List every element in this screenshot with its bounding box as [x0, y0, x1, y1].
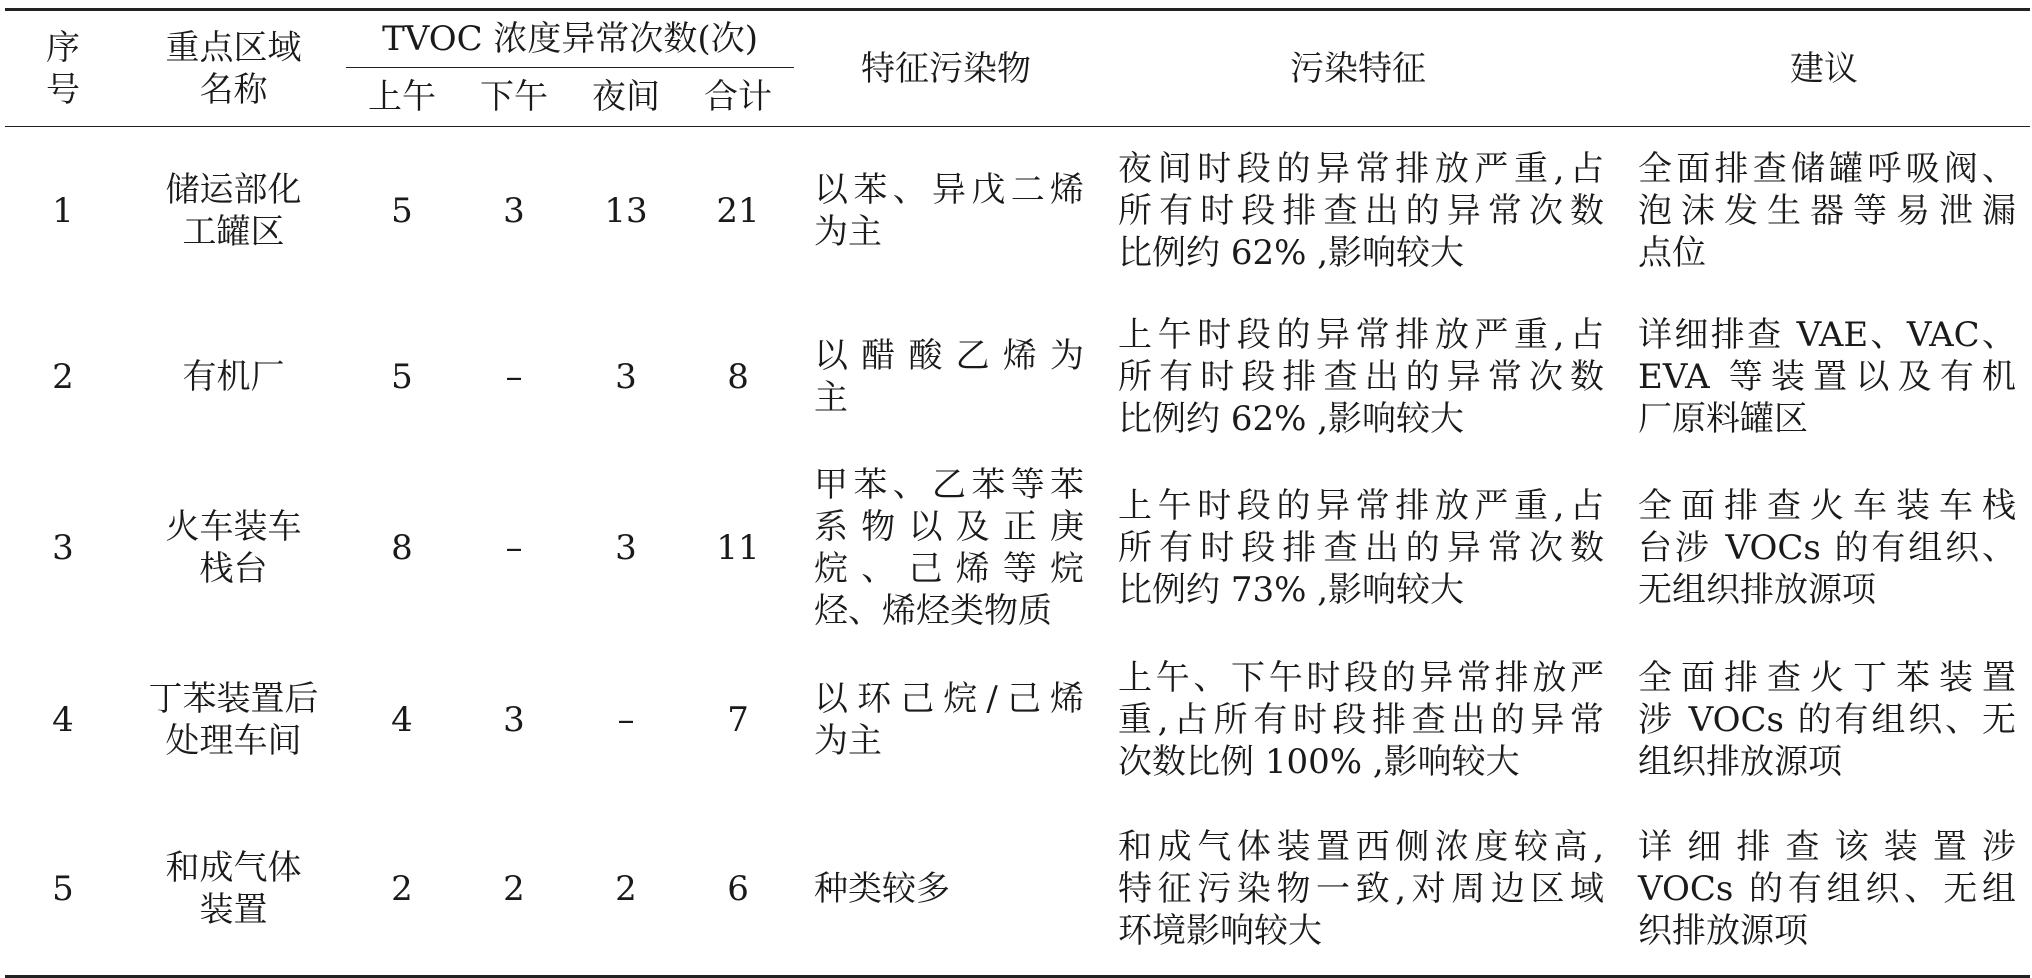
header-afternoon: 下午 — [458, 68, 570, 127]
table-row — [5, 295, 2030, 459]
row-area: 有机厂 — [182, 357, 285, 397]
row-morning: 5 — [391, 357, 413, 397]
row-suggestion: 详细排查 VAE、VAC、 EVA 等装置以及有机 厂原料罐区 — [1638, 315, 2017, 439]
row-afternoon: – — [505, 357, 523, 397]
row-night: 3 — [615, 357, 637, 397]
row-seq: 2 — [52, 357, 74, 397]
pollution-table — [5, 8, 2030, 978]
row-total: 8 — [727, 357, 749, 397]
row-pollutant: 以苯、异戊二烯 为主 — [814, 170, 1085, 252]
row-pollutant: 甲苯、乙苯等苯 系物以及正庚 烷、己烯等烷 烃、烯烃类物质 — [814, 465, 1085, 631]
header-night: 夜间 — [570, 68, 682, 127]
row-pollutant: 以醋酸乙烯为 主 — [814, 336, 1085, 418]
row-night: 2 — [570, 803, 682, 977]
header-morning: 上午 — [346, 68, 458, 127]
row-seq: 4 — [52, 700, 74, 740]
row-afternoon: 3 — [503, 191, 525, 231]
row-total: 6 — [682, 803, 794, 977]
row-suggestion: 全面排查储罐呼吸阀、 泡沫发生器等易泄漏 点位 — [1638, 149, 2017, 273]
row-total: 21 — [716, 191, 760, 231]
row-afternoon: – — [505, 528, 523, 568]
header-feature: 污染特征 — [1098, 10, 1618, 127]
header-pollutant: 特征污染物 — [794, 10, 1098, 127]
row-morning: 2 — [346, 803, 458, 977]
table-body — [5, 127, 2030, 977]
header-area: 重点区域 名称 — [121, 10, 346, 127]
table-row — [5, 127, 2030, 296]
row-pollutant: 种类较多 — [794, 803, 1098, 977]
row-afternoon: 3 — [503, 700, 525, 740]
row-feature: 上午时段的异常排放严重,占 所有时段排查出的异常次数 比例约 62% ,影响较大 — [1118, 315, 1605, 439]
header-tvoc-group: TVOC 浓度异常次数(次) — [346, 10, 794, 68]
row-seq: 1 — [52, 191, 74, 231]
row-night: 13 — [604, 191, 648, 231]
row-suggestion: 全面排查火丁苯装置 涉 VOCs 的有组织、无 组织排放源项 — [1638, 658, 2017, 782]
row-suggestion: 全面排查火车装车栈 台涉 VOCs 的有组织、 无组织排放源项 — [1638, 486, 2017, 610]
row-feature: 上午、下午时段的异常排放严 重,占所有时段排查出的异常 次数比例 100% ,影响较大 — [1118, 658, 1605, 782]
row-area: 火车装车 栈台 — [165, 507, 302, 589]
row-suggestion: 详细排查该装置涉 VOCs 的有组织、无组 织排放源项 — [1618, 803, 2030, 977]
header-total: 合计 — [682, 68, 794, 127]
table-row — [5, 459, 2030, 637]
row-morning: 4 — [391, 700, 413, 740]
row-feature: 和成气体装置西侧浓度较高, 特征污染物一致,对周边区域 环境影响较大 — [1098, 803, 1618, 977]
row-seq: 3 — [52, 528, 74, 568]
row-night: – — [617, 700, 635, 740]
row-morning: 8 — [391, 528, 413, 568]
row-seq: 5 — [5, 803, 121, 977]
row-afternoon: 2 — [458, 803, 570, 977]
row-area: 储运部化 工罐区 — [165, 170, 302, 252]
row-pollutant: 以环己烷/己烯 为主 — [814, 679, 1085, 761]
table-row — [5, 637, 2030, 803]
row-feature: 夜间时段的异常排放严重,占 所有时段排查出的异常次数 比例约 62% ,影响较大 — [1118, 149, 1605, 273]
row-area: 丁苯装置后 处理车间 — [148, 679, 319, 761]
row-night: 3 — [615, 528, 637, 568]
row-total: 11 — [716, 528, 760, 568]
row-feature: 上午时段的异常排放严重,占 所有时段排查出的异常次数 比例约 73% ,影响较大 — [1118, 486, 1605, 610]
row-total: 7 — [727, 700, 749, 740]
table-row — [5, 803, 2030, 977]
header-suggestion: 建议 — [1618, 10, 2030, 127]
header-seq: 序 号 — [5, 10, 121, 127]
row-morning: 5 — [391, 191, 413, 231]
row-area: 和成气体 装置 — [121, 803, 346, 977]
